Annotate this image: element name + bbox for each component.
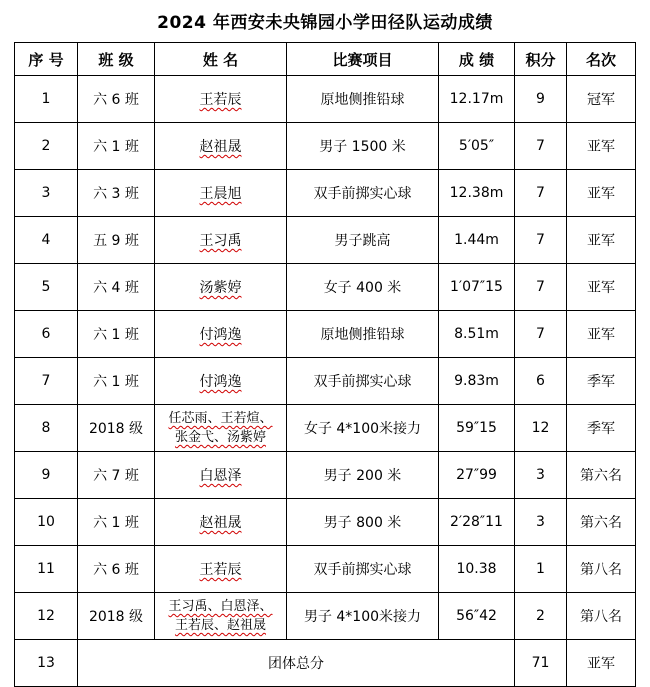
row-event [287, 593, 439, 640]
row-name [155, 405, 287, 452]
row-result-text: 12.17m [449, 91, 504, 107]
row-points-text: 6 [536, 373, 545, 389]
row-name-line: 任芯雨、王若煊、 [168, 411, 273, 426]
row-points [515, 217, 567, 264]
row-class-text: 六 1 班 [93, 374, 139, 390]
total-label: 团体总分 [78, 640, 515, 687]
table-row [15, 499, 636, 546]
row-event [287, 546, 439, 593]
row-result-text: 9.83m [454, 373, 499, 389]
row-no-text: 12 [37, 608, 55, 624]
row-result-text: 5′05″ [458, 138, 495, 154]
row-points [515, 123, 567, 170]
table-row [15, 123, 636, 170]
row-no [15, 593, 78, 640]
row-event-text: 男子 800 米 [323, 515, 402, 531]
row-class [78, 170, 155, 217]
row-no [15, 452, 78, 499]
row-class-text: 六 6 班 [93, 92, 139, 108]
header-points: 积分 [515, 43, 567, 76]
row-result-text: 59″15 [456, 420, 497, 436]
row-name-text: 王若辰 [199, 92, 242, 108]
row-rank [567, 499, 636, 546]
row-no [15, 170, 78, 217]
row-event-text: 双手前掷实心球 [313, 186, 412, 202]
row-no-text: 7 [41, 373, 51, 389]
total-no: 13 [15, 640, 78, 687]
row-result [439, 76, 515, 123]
row-points [515, 452, 567, 499]
table-row [15, 452, 636, 499]
row-rank [567, 76, 636, 123]
row-event [287, 217, 439, 264]
total-row [15, 640, 636, 687]
row-points [515, 311, 567, 358]
row-rank-text: 第八名 [580, 609, 622, 625]
row-event-text: 原地侧推铅球 [320, 92, 405, 108]
table-row [15, 358, 636, 405]
table-row [15, 593, 636, 640]
row-points [515, 593, 567, 640]
row-no-text: 10 [37, 514, 55, 530]
table-row [15, 546, 636, 593]
row-no [15, 264, 78, 311]
row-class-text: 六 1 班 [93, 515, 139, 531]
row-event [287, 358, 439, 405]
row-name [155, 123, 287, 170]
table-row [15, 170, 636, 217]
row-class [78, 499, 155, 546]
row-no [15, 123, 78, 170]
row-points-text: 2 [536, 608, 545, 624]
header-rank: 名次 [567, 43, 636, 76]
row-rank-text: 第六名 [580, 515, 622, 531]
row-no [15, 405, 78, 452]
row-result-text: 10.38 [456, 561, 497, 577]
row-result [439, 405, 515, 452]
row-event-text: 男子跳高 [334, 233, 391, 249]
row-class [78, 546, 155, 593]
row-result-text: 27″99 [456, 467, 497, 483]
row-name-text: 赵祖晟 [199, 139, 242, 155]
row-rank-text: 季军 [587, 374, 615, 390]
table-row [15, 217, 636, 264]
row-class-text: 六 1 班 [93, 327, 139, 343]
table-row [15, 76, 636, 123]
row-points-text: 7 [536, 185, 545, 201]
row-class-text: 五 9 班 [93, 233, 139, 249]
row-no-text: 6 [41, 326, 51, 342]
row-event [287, 76, 439, 123]
row-result [439, 264, 515, 311]
row-points-text: 7 [536, 138, 545, 154]
row-no-text: 4 [41, 232, 51, 248]
results-table [14, 42, 636, 687]
row-name [155, 593, 287, 640]
row-event [287, 405, 439, 452]
row-rank-text: 第八名 [580, 562, 622, 578]
row-result [439, 593, 515, 640]
row-points [515, 76, 567, 123]
table-row [15, 405, 636, 452]
row-rank [567, 593, 636, 640]
row-name-text: 王晨旭 [199, 186, 242, 202]
row-name [155, 499, 287, 546]
row-rank [567, 358, 636, 405]
row-result [439, 499, 515, 546]
row-points [515, 405, 567, 452]
row-rank-text: 第六名 [580, 468, 622, 484]
row-name-text: 汤紫婷 [199, 280, 242, 296]
row-class-text: 六 7 班 [93, 468, 139, 484]
row-result [439, 170, 515, 217]
row-result [439, 311, 515, 358]
row-rank [567, 311, 636, 358]
row-class [78, 217, 155, 264]
row-name-line: 王习禹、白恩泽、 [168, 599, 273, 614]
row-no [15, 217, 78, 264]
row-name-text: 付鸿逸 [199, 327, 242, 343]
total-rank: 亚军 [567, 640, 636, 687]
row-event-text: 双手前掷实心球 [313, 562, 412, 578]
row-class [78, 311, 155, 358]
row-class-text: 六 3 班 [93, 186, 139, 202]
row-event-text: 女子 4*100米接力 [303, 421, 422, 437]
page-title: 2024 年西安未央锦园小学田径队运动成绩 [157, 13, 493, 33]
row-points-text: 1 [536, 561, 545, 577]
row-class-text: 六 1 班 [93, 139, 139, 155]
row-class [78, 358, 155, 405]
row-rank-text: 季军 [587, 421, 615, 437]
row-name-text: 赵祖晟 [199, 515, 242, 531]
row-points [515, 358, 567, 405]
row-result-text: 1′07″15 [450, 279, 503, 295]
row-rank [567, 452, 636, 499]
row-points [515, 170, 567, 217]
table-row [15, 264, 636, 311]
row-points-text: 12 [531, 420, 550, 436]
row-event-text: 女子 400 米 [323, 280, 402, 296]
row-result [439, 546, 515, 593]
row-no [15, 499, 78, 546]
row-result-text: 1.44m [454, 232, 499, 248]
row-event [287, 170, 439, 217]
row-rank [567, 123, 636, 170]
row-event [287, 123, 439, 170]
total-points: 71 [515, 640, 567, 687]
row-class-text: 六 6 班 [93, 562, 139, 578]
row-name [155, 170, 287, 217]
row-name [155, 358, 287, 405]
row-no-text: 3 [41, 185, 51, 201]
row-class-text: 2018 级 [88, 421, 144, 437]
row-no-text: 9 [41, 467, 51, 483]
row-class-text: 2018 级 [88, 609, 144, 625]
row-name [155, 311, 287, 358]
row-name-line: 张金弋、汤紫婷 [174, 430, 266, 445]
row-name [155, 217, 287, 264]
row-class-text: 六 4 班 [93, 280, 139, 296]
row-rank-text: 亚军 [587, 233, 615, 249]
row-no-text: 5 [41, 279, 51, 295]
row-event-text: 男子 1500 米 [319, 139, 406, 155]
header-class: 班 级 [78, 43, 155, 76]
row-event [287, 499, 439, 546]
row-result [439, 452, 515, 499]
row-result [439, 358, 515, 405]
row-class [78, 452, 155, 499]
row-class [78, 593, 155, 640]
row-event-text: 原地侧推铅球 [320, 327, 405, 343]
row-rank [567, 405, 636, 452]
row-class [78, 123, 155, 170]
row-result-text: 8.51m [454, 326, 499, 342]
row-no [15, 311, 78, 358]
row-name-text: 王若辰 [199, 562, 242, 578]
row-no-text: 1 [41, 91, 51, 107]
row-points [515, 499, 567, 546]
row-event [287, 452, 439, 499]
header-event: 比赛项目 [287, 43, 439, 76]
row-points-text: 3 [536, 467, 545, 483]
row-points-text: 7 [536, 232, 545, 248]
row-points-text: 9 [536, 91, 545, 107]
row-class [78, 76, 155, 123]
row-event-text: 双手前掷实心球 [313, 374, 412, 390]
row-rank-text: 亚军 [587, 139, 615, 155]
row-no-text: 2 [41, 138, 51, 154]
header-name: 姓 名 [155, 43, 287, 76]
row-rank-text: 亚军 [587, 186, 615, 202]
row-result-text: 12.38m [449, 185, 504, 201]
row-rank [567, 546, 636, 593]
row-points-text: 3 [536, 514, 545, 530]
row-class [78, 264, 155, 311]
row-class [78, 405, 155, 452]
row-name-text: 白恩泽 [199, 468, 242, 484]
row-result-text: 56″42 [456, 608, 497, 624]
row-no-text: 11 [37, 561, 55, 577]
row-no [15, 546, 78, 593]
row-name [155, 452, 287, 499]
row-event-text: 男子 4*100米接力 [303, 609, 422, 625]
row-no-text: 8 [41, 420, 51, 436]
row-result [439, 123, 515, 170]
row-result-text: 2′28″11 [450, 514, 503, 530]
header-no: 序 号 [15, 43, 78, 76]
table-row [15, 311, 636, 358]
header-result: 成 绩 [439, 43, 515, 76]
row-name [155, 264, 287, 311]
row-result [439, 217, 515, 264]
row-name-text: 付鸿逸 [199, 374, 242, 390]
row-rank [567, 264, 636, 311]
header-row [15, 43, 636, 76]
row-points-text: 7 [536, 279, 545, 295]
row-name [155, 546, 287, 593]
row-points [515, 546, 567, 593]
row-event [287, 311, 439, 358]
row-rank-text: 亚军 [587, 280, 615, 296]
row-name [155, 76, 287, 123]
row-event [287, 264, 439, 311]
row-rank [567, 217, 636, 264]
row-rank [567, 170, 636, 217]
row-no [15, 358, 78, 405]
row-no [15, 76, 78, 123]
row-event-text: 男子 200 米 [323, 468, 402, 484]
row-name-line: 王若辰、赵祖晟 [174, 618, 266, 633]
row-rank-text: 冠军 [587, 92, 615, 108]
row-name-text: 王习禹 [199, 233, 242, 249]
row-points-text: 7 [536, 326, 545, 342]
row-rank-text: 亚军 [587, 327, 615, 343]
row-points [515, 264, 567, 311]
